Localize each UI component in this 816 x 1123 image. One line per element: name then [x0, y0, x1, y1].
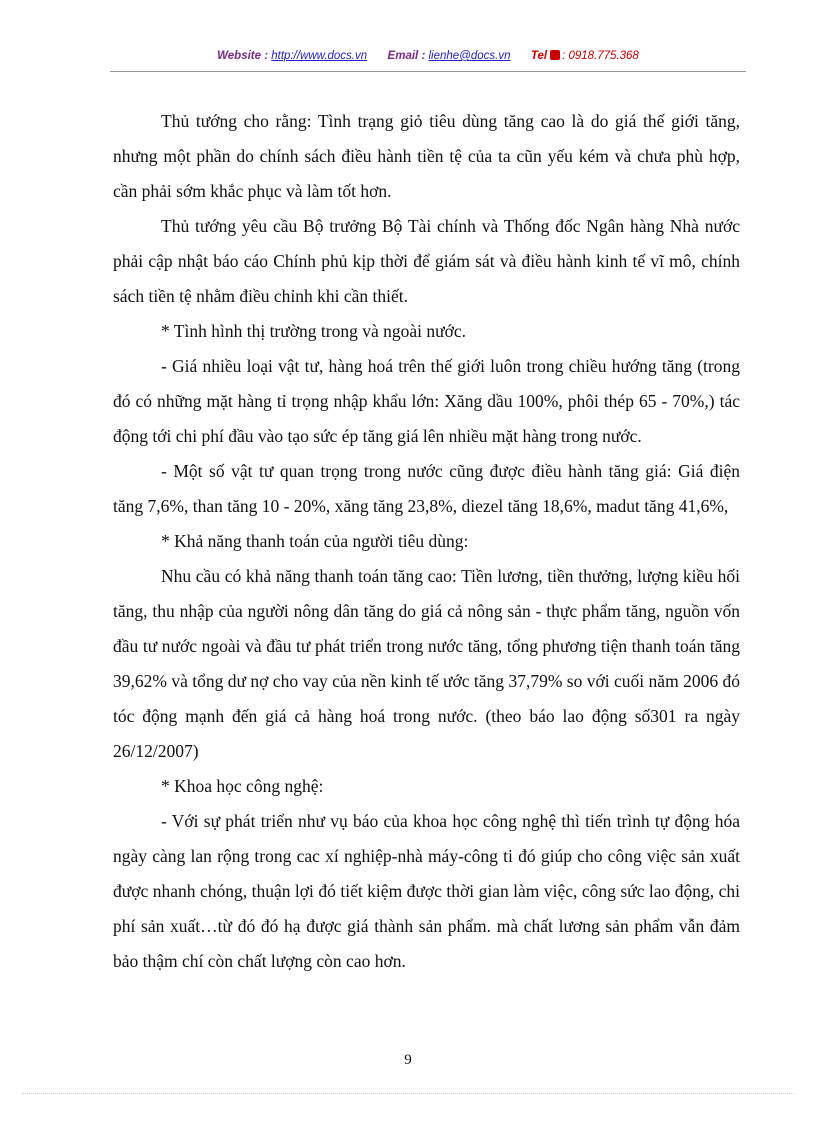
email-label: Email	[387, 50, 419, 62]
page-number: 9	[404, 1052, 412, 1068]
header-divider	[110, 71, 746, 72]
paragraph: * Tình hình thị trường trong và ngoài nước.	[161, 321, 466, 341]
paragraph: - Một số vật tư quan trọng trong nước cũng được điều hành tăng giá: Giá điện tăng 7,6%, than tăng 10 - 20%, xăng tăng 23,8%, diezel tăng 18,6%, madut tăng 41,6%,	[113, 461, 740, 516]
paragraph: Nhu cầu có khả năng thanh toán tăng cao: Tiền lương, tiền thưởng, lượng kiều hối tăng, thu nhập của người nông dân tăng do giá cả nông sản - thực phẩm tăng, nguồn vốn đầu tư nước ngoài và đầu tư phát triển trong nước tăng, tổng phương tiện thanh toán tăng 39,62% và tổng dư nợ cho vay của nền kinh tế ước tăng 37,79% so với cuối năm 2006 đó tóc động mạnh đến giá cả hàng hoá trong nước. (theo báo lao động số301 ra ngày 26/12/2007)	[113, 566, 740, 761]
email-separator: :	[421, 50, 426, 62]
email-link[interactable]: lienhe@docs.vn	[428, 50, 511, 62]
paragraph: Thủ tướng yêu cầu Bộ trưởng Bộ Tài chính và Thống đốc Ngân hàng Nhà nước phải cập nhật báo cáo Chính phủ kịp thời để giám sát và điều hành kinh tế vĩ mô, chính sách tiền tệ nhằm điều chỉnh khi cần thiết.	[113, 216, 740, 306]
page-header	[110, 50, 746, 72]
paragraph: * Khoa học công nghệ:	[161, 776, 324, 796]
tel-label: Tel	[530, 50, 548, 62]
tel-value: : 0918.775.368	[562, 50, 639, 62]
paragraph: Thủ tướng cho rằng: Tình trạng giỏ tiêu dùng tăng cao là do giá thế giới tăng, nhưng một phần do chính sách điều hành tiền tệ của ta cũn yếu kém và chưa phù hợp, cần phải sớm khắc phục và làm tốt hơn.	[113, 111, 740, 201]
website-link[interactable]: http://www.docs.vn	[271, 50, 368, 62]
paragraph: * Khả năng thanh toán của người tiêu dùng:	[161, 531, 469, 551]
phone-icon	[550, 50, 560, 60]
paragraph: - Giá nhiều loại vật tư, hàng hoá trên thế giới luôn trong chiều hướng tăng (trong đó có những mặt hàng tỉ trọng nhập khẩu lớn: Xăng dầu 100%, phôi thép 65 - 70%,) tác động tới chi phí đầu vào tạo sức ép tăng giá lên nhiều mặt hàng trong nước.	[113, 356, 740, 446]
document-body	[113, 104, 740, 979]
paragraph: - Với sự phát triển như vụ báo của khoa học công nghệ thì tiến trình tự động hóa ngày càng lan rộng trong cac xí nghiệp-nhà máy-công ti đó giúp cho công việc sản xuất được nhanh chóng, thuận lợi đó tiết kiệm được thời gian làm việc, công sức lao động, chi phí sản xuất…từ đó đó hạ được giá thành sản phẩm. mà chất lương sản phẩm vẫn đảm bảo thậm chí còn chất lượng còn cao hơn.	[113, 811, 740, 971]
website-label: Website :	[217, 50, 269, 62]
page-bottom-border	[22, 1093, 794, 1094]
